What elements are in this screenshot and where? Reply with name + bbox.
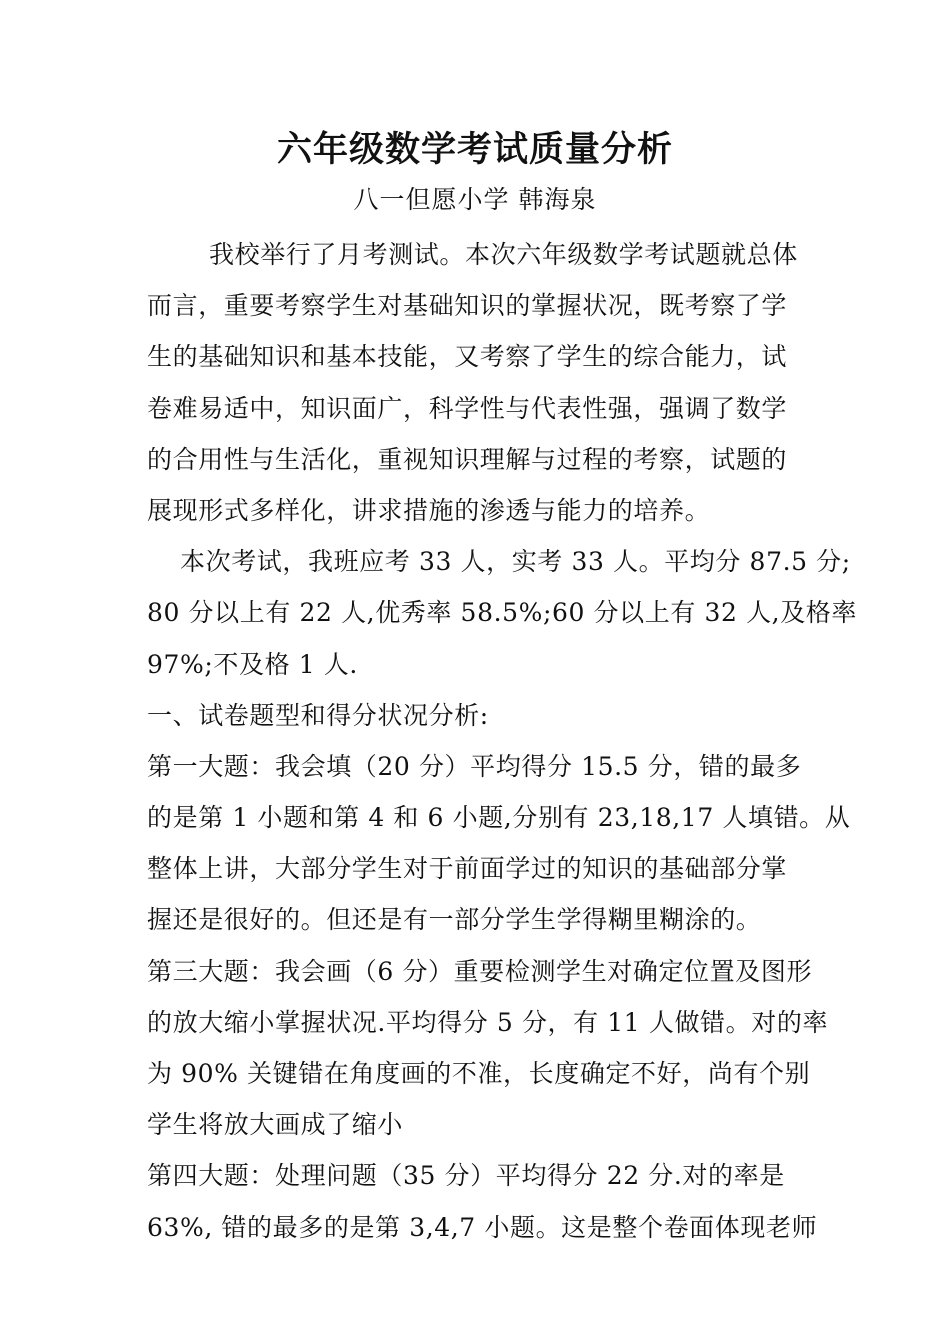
paragraph-line: 本次考试，我班应考 33 人，实考 33 人。平均分 87.5 分; bbox=[180, 547, 851, 577]
paragraph-line: 握还是很好的。但还是有一部分学生学得糊里糊涂的。 bbox=[147, 905, 762, 935]
document-title: 六年级数学考试质量分析 bbox=[276, 129, 673, 170]
paragraph-line: 卷难易适中，知识面广，科学性与代表性强，强调了数学 bbox=[147, 393, 788, 423]
paragraph-line: 的放大缩小掌握状况.平均得分 5 分，有 11 人做错。对的率 bbox=[147, 1007, 829, 1037]
paragraph-line: 80 分以上有 22 人,优秀率 58.5%;60 分以上有 32 人,及格率 bbox=[147, 598, 858, 628]
paragraph-line: 学生将放大画成了缩小 bbox=[147, 1110, 404, 1140]
paragraph-line: 63%, 错的最多的是第 3,4,7 小题。这是整个卷面体现老师 bbox=[147, 1212, 818, 1242]
section-heading: 一、试卷题型和得分状况分析: bbox=[147, 700, 489, 730]
paragraph-line: 97%;不及格 1 人. bbox=[147, 649, 358, 679]
paragraph-line: 第四大题：处理问题（35 分）平均得分 22 分.对的率是 bbox=[147, 1161, 785, 1191]
paragraph-line: 整体上讲，大部分学生对于前面学过的知识的基础部分掌 bbox=[147, 854, 788, 884]
paragraph-line: 我校举行了月考测试。本次六年级数学考试题就总体 bbox=[209, 240, 798, 269]
paragraph-line: 展现形式多样化，讲求措施的渗透与能力的培养。 bbox=[147, 495, 711, 525]
paragraph-line: 的合用性与生活化，重视知识理解与过程的考察，试题的 bbox=[147, 444, 788, 474]
paragraph-line: 为 90% 关键错在角度画的不准，长度确定不好，尚有个别 bbox=[147, 1059, 811, 1088]
paragraph-line: 生的基础知识和基本技能，又考察了学生的综合能力，试 bbox=[147, 342, 788, 372]
document-author: 八一但愿小学 韩海泉 bbox=[353, 185, 597, 214]
paragraph-line: 而言，重要考察学生对基础知识的掌握状况，既考察了学 bbox=[147, 291, 788, 321]
document-body bbox=[147, 229, 858, 1253]
paragraph-line: 第一大题：我会填（20 分）平均得分 15.5 分，错的最多 bbox=[147, 751, 802, 781]
paragraph-line: 第三大题：我会画（6 分）重要检测学生对确定位置及图形 bbox=[147, 956, 813, 986]
paragraph-line: 的是第 1 小题和第 4 和 6 小题,分别有 23,18,17 人填错。从 bbox=[147, 803, 851, 833]
